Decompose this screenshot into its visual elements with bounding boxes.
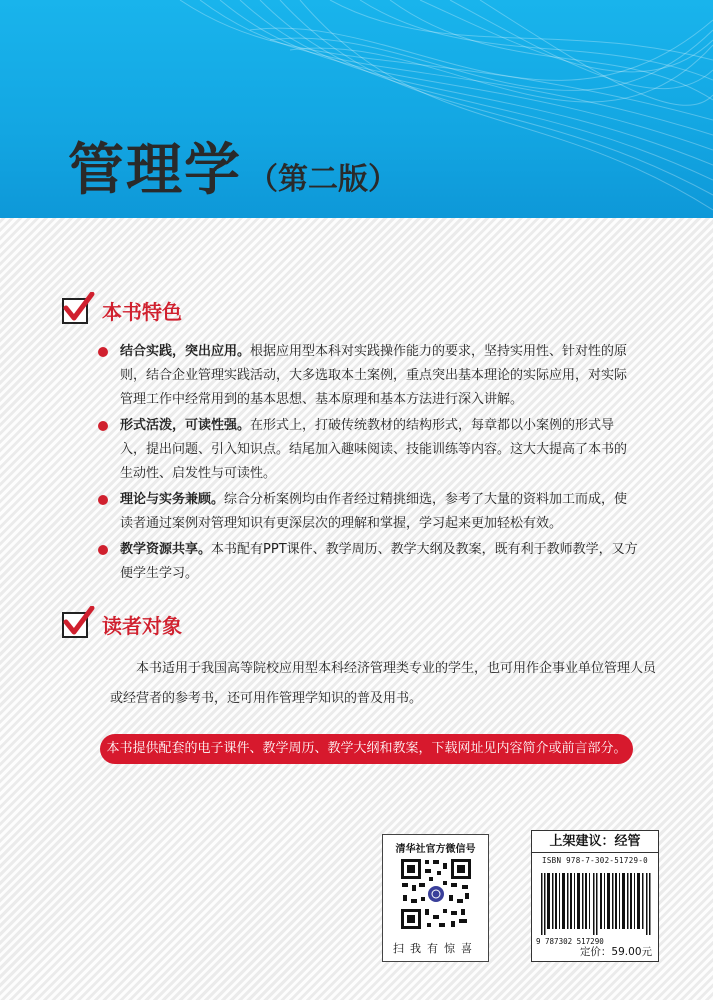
- bullet-dot-icon: [98, 421, 108, 431]
- feature-lead: 理论与实务兼顾。: [120, 492, 225, 507]
- resources-banner: 本书提供配套的电子课件、教学周历、教学大纲和教案，下载网址见内容简介或前言部分。: [100, 734, 633, 764]
- audience-text: 本书适用于我国高等院校应用型本科经济管理类专业的学生，也可用作企事业单位管理人员或经营者的参考书，还可用作管理学知识的普及用书。: [110, 661, 657, 706]
- list-item: [98, 538, 638, 586]
- book-edition: （第二版）: [248, 162, 398, 197]
- barcode-icon: [541, 873, 651, 935]
- feature-lead: 教学资源共享。: [120, 542, 212, 557]
- ean-digits: 9 787302 517290: [536, 937, 604, 946]
- feature-text: 本书配有PPT课件、教学周历、教学大纲及教案，既有利于教师教学，又方便学生学习。: [120, 542, 638, 581]
- feature-lead: 形式活泼，可读性强。: [120, 418, 251, 433]
- bullet-dot-icon: [98, 495, 108, 505]
- audience-heading: [62, 610, 182, 639]
- features-title: 本书特色: [102, 300, 182, 324]
- qr-card: [382, 834, 489, 962]
- feature-text: 根据应用型本科对实践操作能力的要求，坚持实用性、针对性的原则，结合企业管理实践活动，大多选取本土案例，重点突出基本理论的实际应用，对实际管理工作中经常用到的基本思想、基本原理和基本方法进行深入讲解。: [120, 344, 628, 407]
- qr-top-label: 清华社官方微信号: [395, 844, 476, 855]
- shelf-suggestion: 上架建议：经管: [532, 831, 658, 853]
- bullet-dot-icon: [98, 347, 108, 357]
- features-list: [98, 340, 638, 588]
- list-item: [98, 340, 638, 412]
- bullet-dot-icon: [98, 545, 108, 555]
- qr-code-icon: [399, 857, 473, 931]
- list-item: [98, 488, 638, 536]
- check-icon: [62, 298, 88, 324]
- feature-lead: 结合实践，突出应用。: [120, 344, 251, 359]
- list-item: [98, 414, 638, 486]
- feature-text: 综合分析案例均由作者经过精挑细选，参考了大量的资料加工而成，使读者通过案例对管理知识有更深层次的理解和掌握，学习起来更加轻松有效。: [120, 492, 628, 531]
- isbn-text: ISBN 978-7-302-51729-0: [542, 856, 648, 865]
- book-title: 管理学: [68, 137, 242, 203]
- features-heading: [62, 296, 182, 325]
- check-icon: [62, 612, 88, 638]
- qr-bottom-label: 扫我有惊喜: [393, 942, 478, 955]
- barcode-card: [531, 830, 659, 962]
- book-title-block: [68, 137, 398, 203]
- header-band: [0, 0, 713, 218]
- price-label: 定价：59.00元: [579, 946, 652, 958]
- audience-title: 读者对象: [102, 614, 182, 638]
- feature-text: 在形式上，打破传统教材的结构形式，每章都以小案例的形式导入，提出问题、引入知识点。结尾加入趣味阅读、技能训练等内容。这大大提高了本书的生动性、启发性与可读性。: [120, 418, 628, 481]
